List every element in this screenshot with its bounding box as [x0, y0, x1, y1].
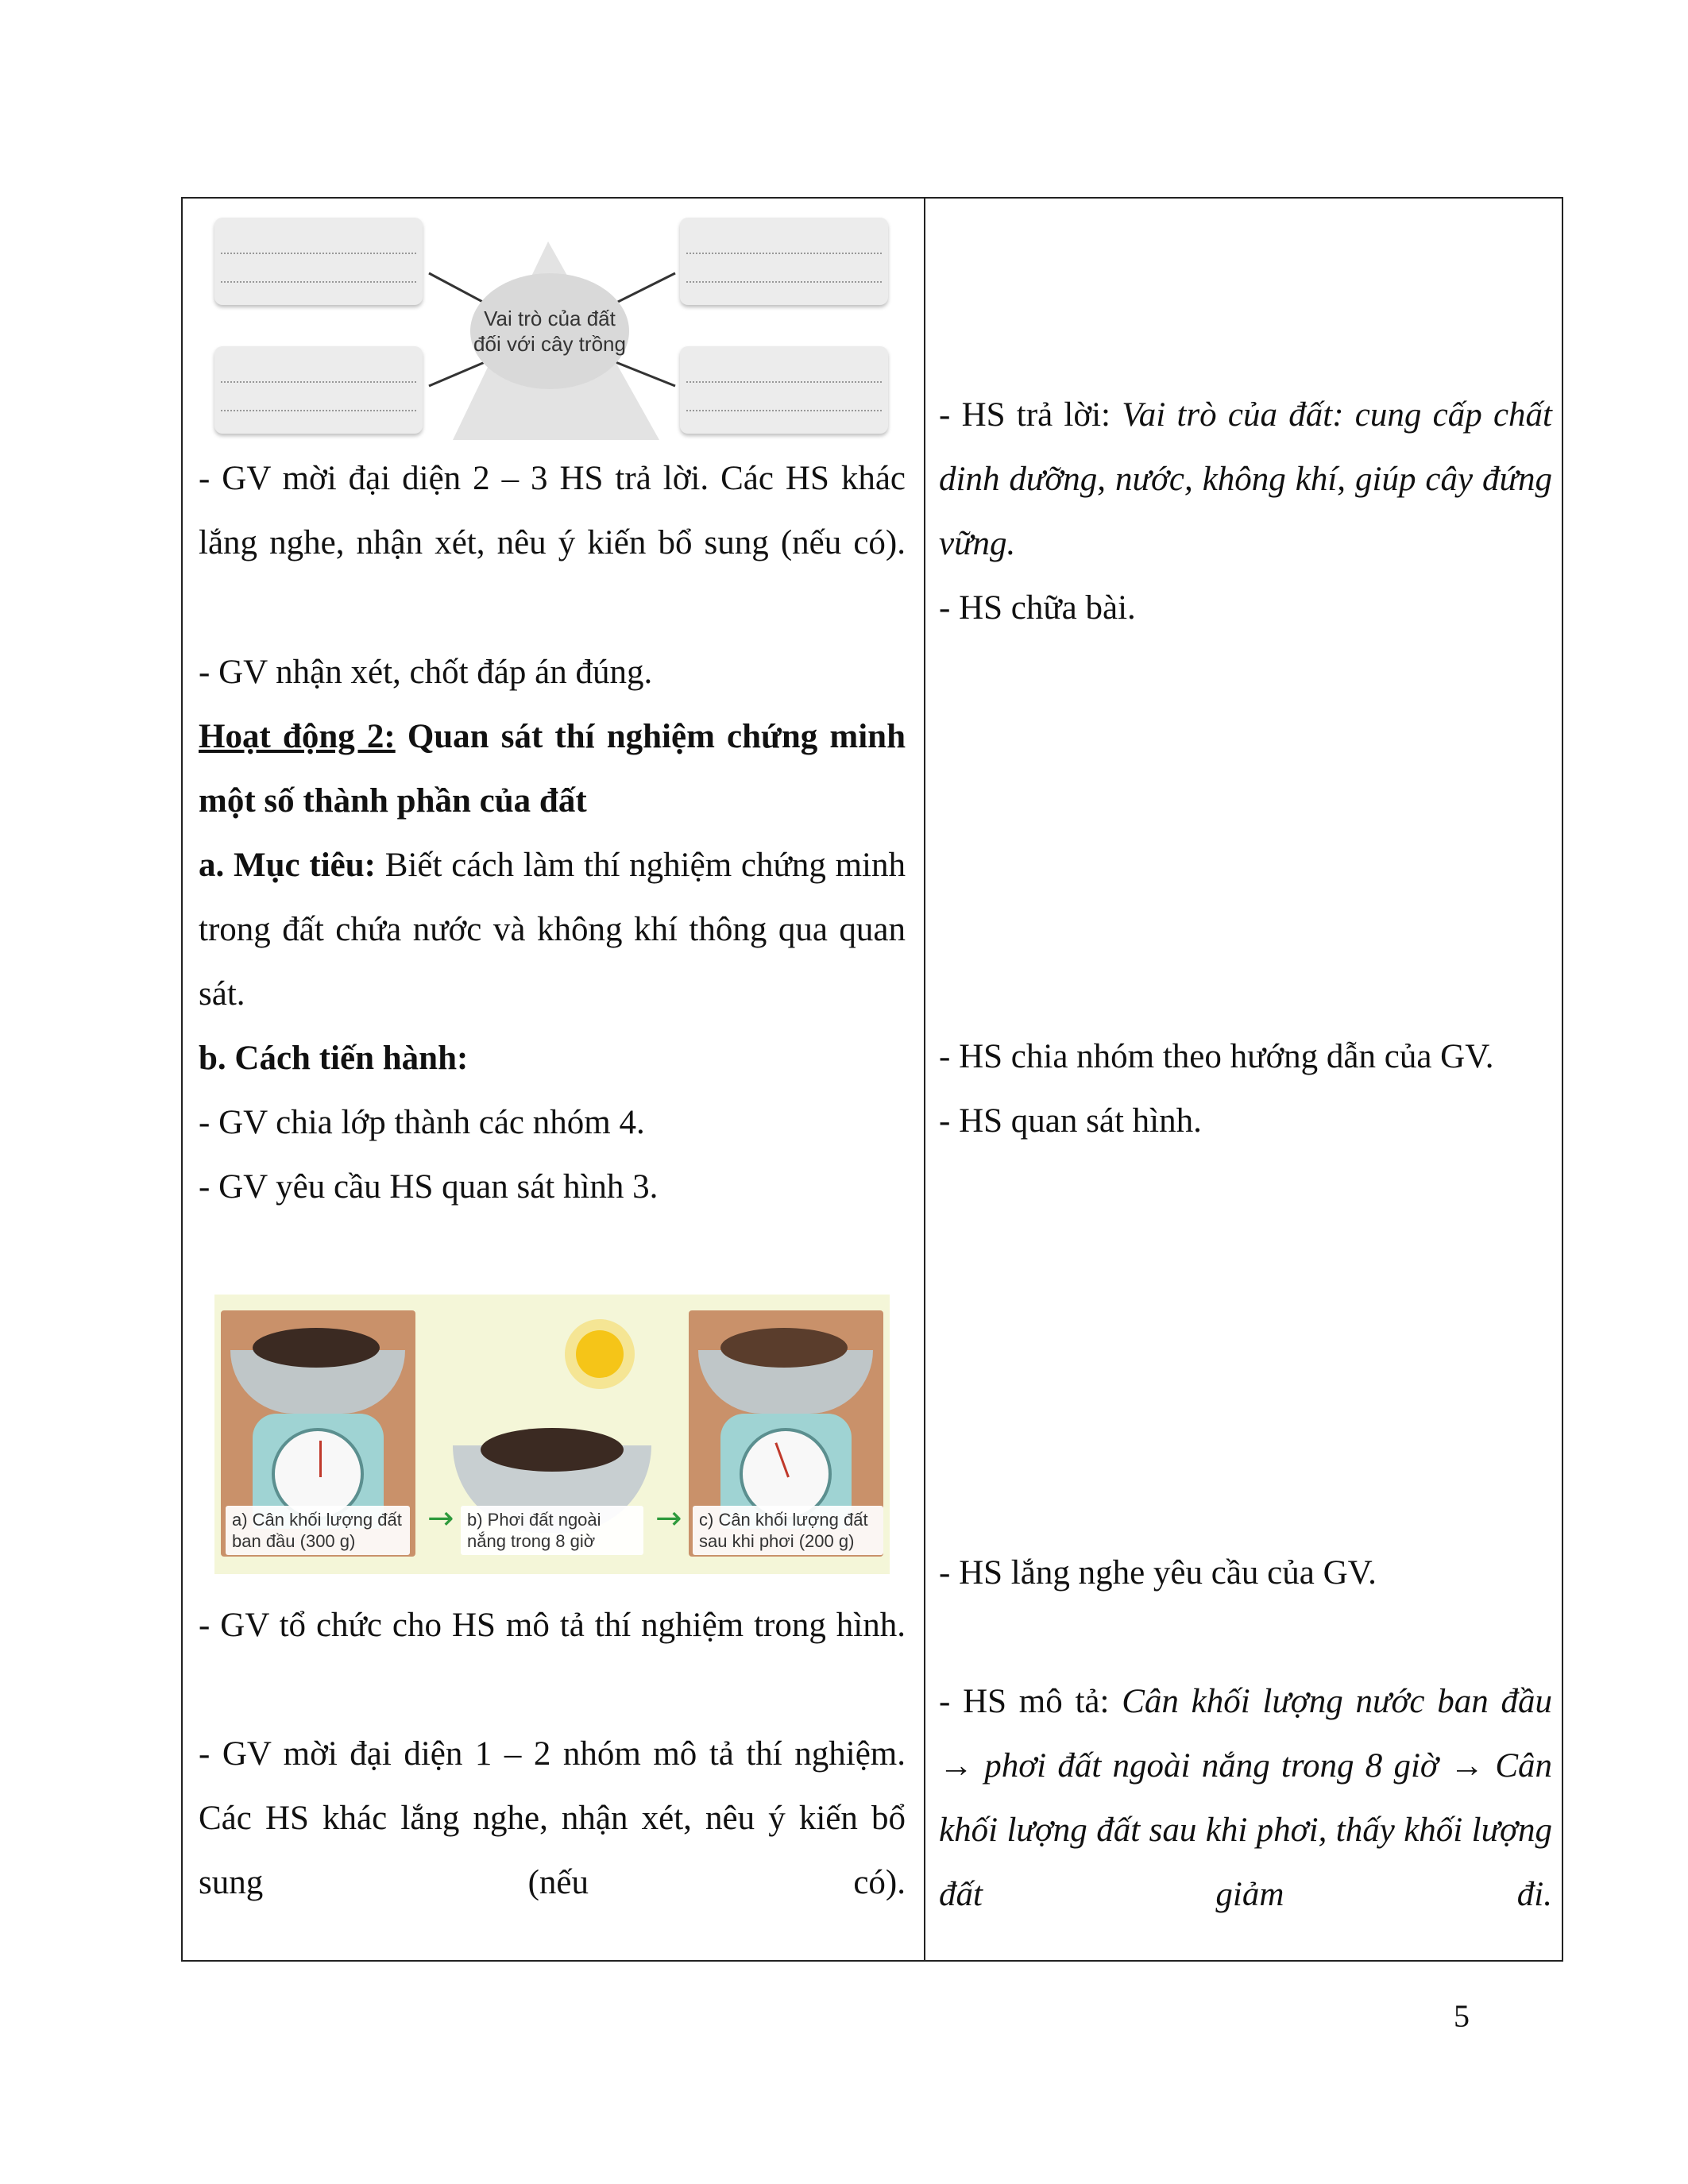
arrow-right-icon: → [427, 1500, 454, 1537]
caption-c: c) Cân khối lượng đất sau khi phơi (200 g) [693, 1506, 883, 1555]
student-answer-text: Vai trò của đất: cung cấp chất dinh dưỡng, nước, không khí, giúp cây đứng vững. [939, 396, 1553, 562]
method-heading: b. Cách tiến hành: [199, 1040, 469, 1077]
page-number: 5 [1454, 1998, 1470, 2034]
caption-a: a) Cân khối lượng đất ban đầu (300 g) [226, 1506, 410, 1555]
student-describe [939, 1669, 1552, 1927]
student-correct: - HS chữa bài. [939, 589, 1136, 627]
student-describe-text: Cân khối lượng nước ban đầu → phơi đất ngoài nắng trong 8 giờ → Cân khối lượng đất sau khi phơi, thấy khối lượng đất giảm đi. [939, 1683, 1552, 1913]
paragraph-divide-groups: - GV chia lớp thành các nhóm 4. [199, 1104, 645, 1141]
student-answer-prefix: - HS trả lời: [939, 396, 1122, 434]
student-describe-prefix: - HS mô tả: [939, 1683, 1122, 1720]
goal-text: Biết cách làm thí nghiệm chứng minh trong đất chứa nước và không khí thông qua quan sát. [199, 847, 906, 1013]
caption-b: b) Phơi đất ngoài nắng trong 8 giờ [461, 1506, 643, 1555]
goal-paragraph [199, 833, 906, 1026]
student-listen: - HS lắng nghe yêu cầu của GV. [939, 1554, 1377, 1592]
student-activity-column [939, 199, 1552, 1960]
goal-label: a. Mục tiêu: [199, 847, 376, 884]
paragraph-invite-answer: - GV mời đại diện 2 – 3 HS trả lời. Các HS khác lắng nghe, nhận xét, nêu ý kiến bổ sung (nếu có). [199, 460, 906, 561]
sun-icon [576, 1330, 624, 1378]
student-observe: - HS quan sát hình. [939, 1102, 1202, 1140]
diagram-answer-box [680, 346, 888, 434]
column-divider [924, 199, 925, 1960]
diagram-answer-box [214, 218, 423, 305]
arrow-right-icon: → [655, 1500, 682, 1537]
paragraph-organize-describe: - GV tổ chức cho HS mô tả thí nghiệm trong hình. [199, 1607, 906, 1644]
soil-role-diagram [214, 210, 888, 440]
lesson-table [181, 197, 1563, 1962]
activity-label: Hoạt động 2: [199, 718, 396, 755]
experiment-figure [214, 1295, 890, 1574]
student-answer [939, 383, 1552, 576]
teacher-activity-column [199, 199, 906, 1960]
drying-soil-image [481, 1428, 624, 1472]
diagram-answer-box [214, 346, 423, 434]
student-group: - HS chia nhóm theo hướng dẫn của GV. [939, 1038, 1494, 1075]
activity-heading [199, 704, 906, 833]
diagram-answer-box [680, 218, 888, 305]
diagram-center-label: Vai trò của đất đối với cây trồng [470, 273, 629, 389]
activity-title: Quan sát thí nghiệm chứng minh một số thành phần của đất [199, 718, 906, 820]
paragraph-observe-figure: - GV yêu cầu HS quan sát hình 3. [199, 1168, 659, 1206]
paragraph-teacher-conclude: - GV nhận xét, chốt đáp án đúng. [199, 654, 653, 691]
paragraph-invite-groups: - GV mời đại diện 1 – 2 nhóm mô tả thí nghiệm. Các HS khác lắng nghe, nhận xét, nêu ý kiến bổ sung (nếu có). [199, 1735, 906, 1901]
